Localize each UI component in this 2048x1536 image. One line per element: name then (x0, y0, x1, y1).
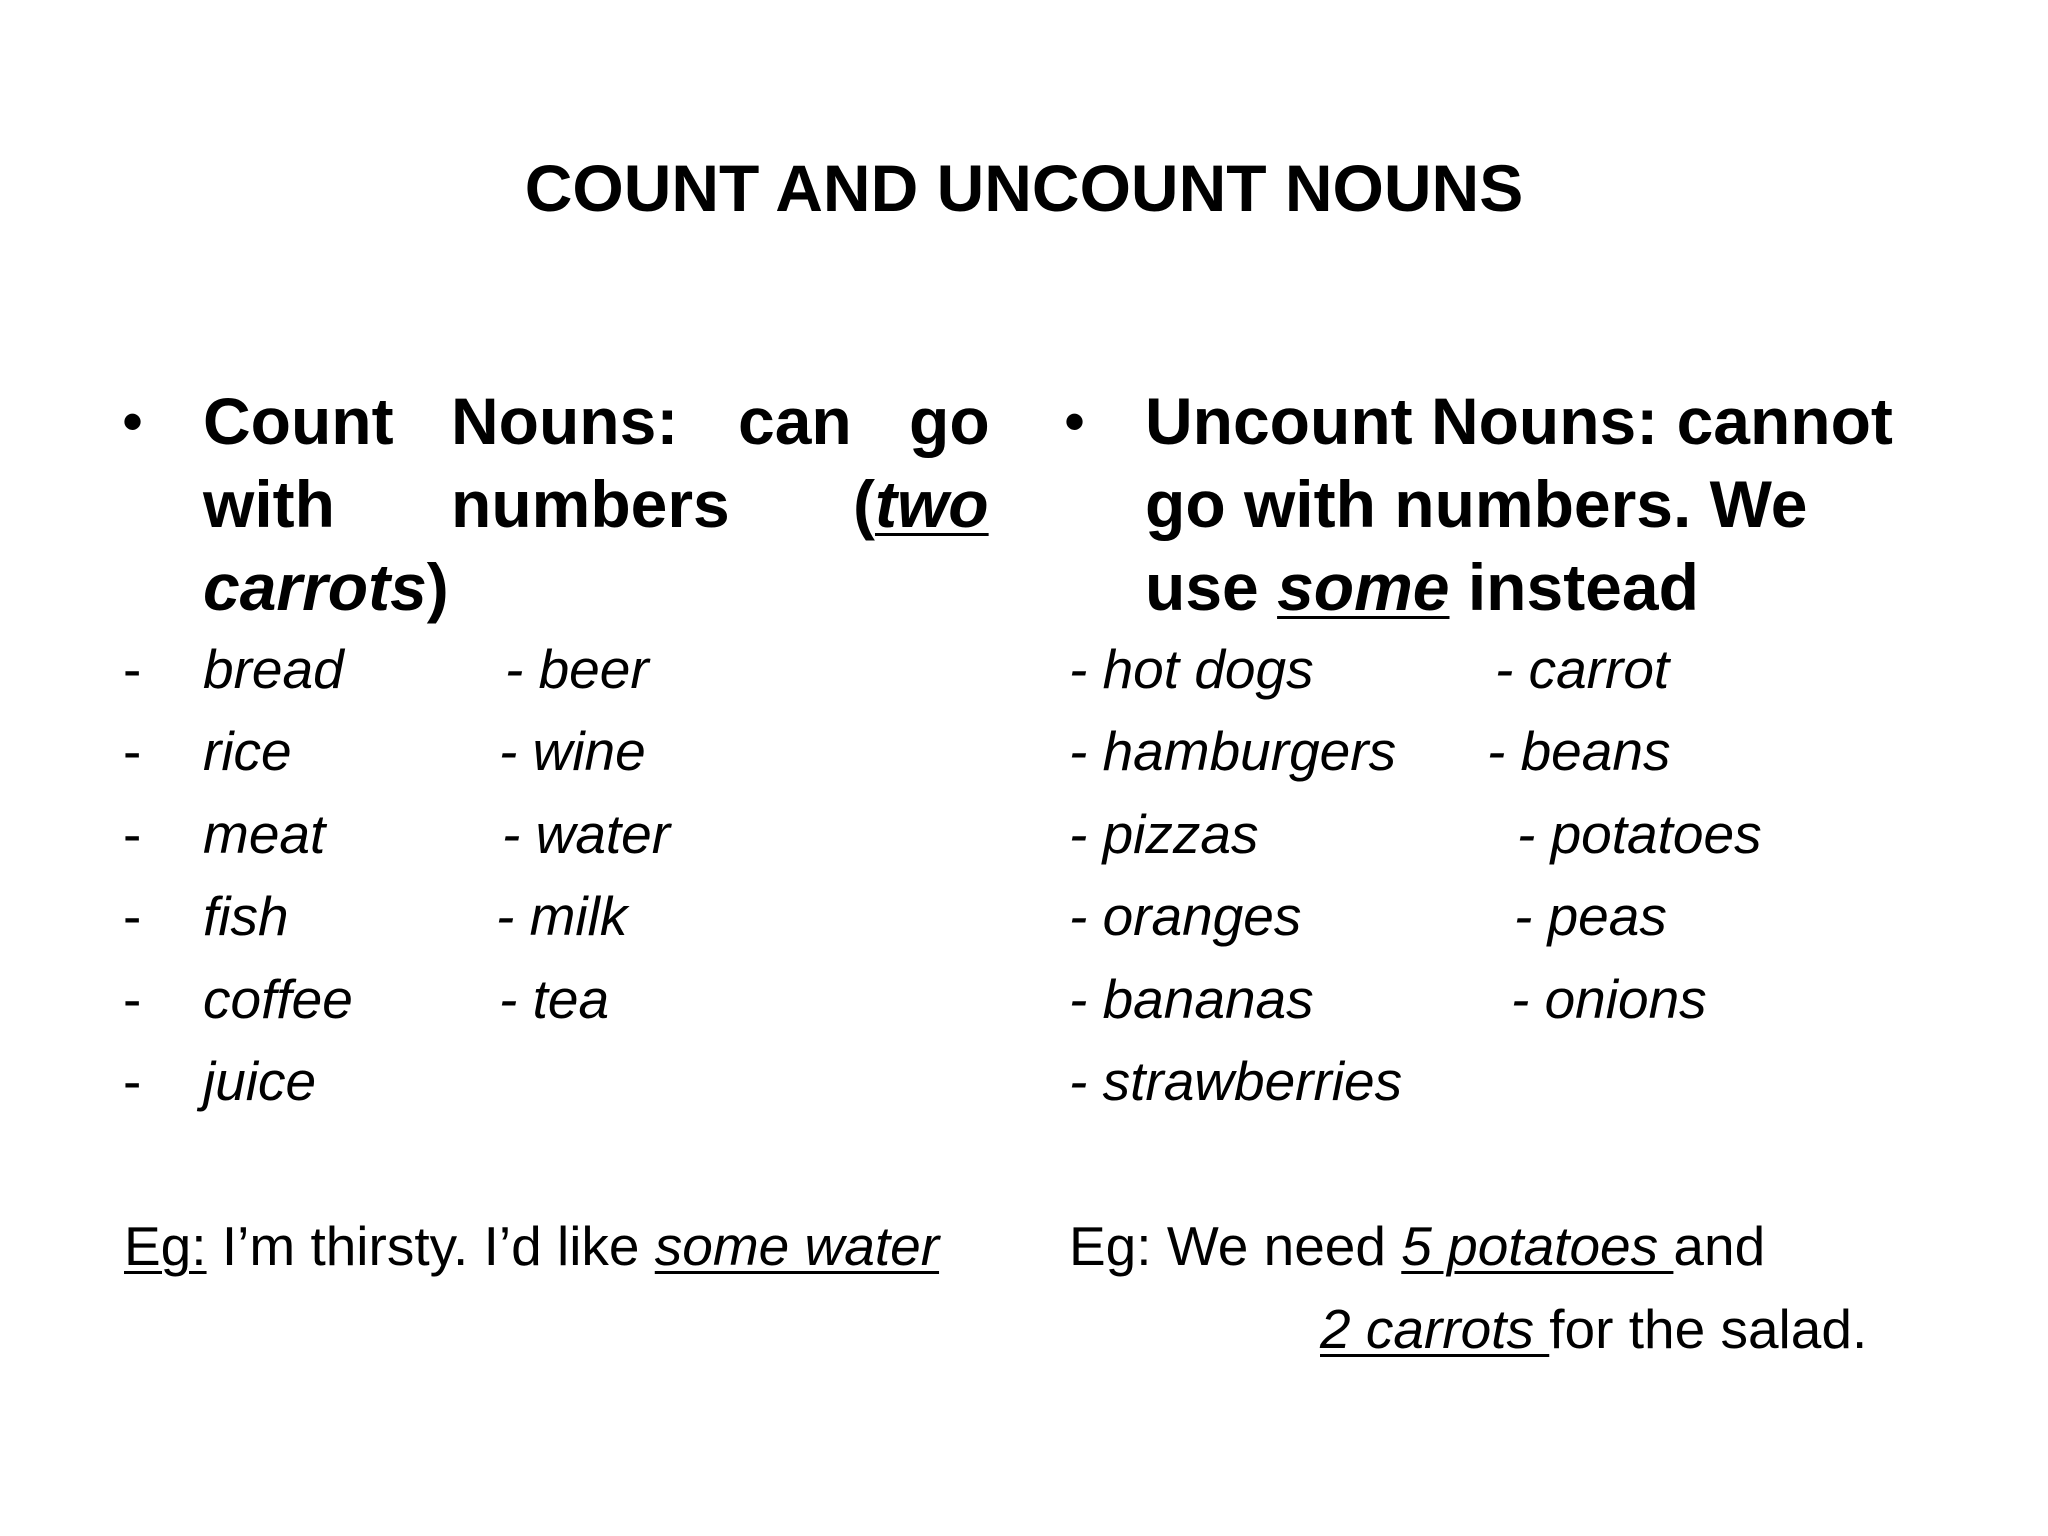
list-item: juice (203, 1050, 317, 1112)
bullet-uncount-nouns: • (1064, 388, 1086, 455)
example-emphasis: 2 carrots (1320, 1298, 1550, 1360)
list-item: - potatoes (1517, 803, 1762, 865)
heading-word: with (203, 467, 335, 541)
list-item: bread (203, 638, 344, 700)
dash-marker: - (123, 638, 142, 700)
list-item: - peas (1514, 885, 1667, 947)
list-item: coffee (203, 968, 353, 1030)
list-item: rice (203, 720, 292, 782)
list-item: - hot dogs (1069, 638, 1314, 700)
list-item: - beans (1487, 720, 1671, 782)
heading-word: (two (853, 467, 989, 541)
list-item: - tea (499, 968, 610, 1030)
list-item: - carrot (1495, 638, 1670, 700)
example-emphasis: some water (654, 1215, 940, 1277)
heading-line: go with numbers. We (1145, 467, 1808, 541)
list-item: - hamburgers (1069, 720, 1397, 782)
list-item: - onions (1511, 968, 1707, 1030)
list-item: - strawberries (1069, 1050, 1403, 1112)
bullet-count-nouns: • (122, 388, 144, 455)
list-item: meat (203, 803, 326, 865)
dash-marker: - (123, 885, 142, 947)
count-nouns-example: Eg: I’m thirsty. I’d like some water (124, 1215, 940, 1277)
dash-marker: - (123, 1050, 142, 1112)
list-item: - pizzas (1069, 803, 1259, 865)
dash-marker: - (123, 803, 142, 865)
example-label: Eg: We need (1069, 1215, 1402, 1277)
heading-word: carrots) (203, 550, 449, 624)
list-item: fish (203, 885, 289, 947)
page-title: COUNT AND UNCOUNT NOUNS (524, 151, 1524, 225)
uncount-nouns-example-line2: 2 carrots for the salad. (1320, 1298, 1868, 1360)
heading-word: Count (203, 384, 394, 458)
heading-word: Nouns: (451, 384, 679, 458)
heading-word: numbers (451, 467, 730, 541)
heading-line: use some instead (1145, 550, 1699, 624)
uncount-nouns-example-line1: Eg: We need 5 potatoes and (1069, 1215, 1766, 1277)
carrots-emphasis: carrots (203, 550, 427, 624)
example-emphasis: 5 potatoes (1401, 1215, 1674, 1277)
two-emphasis: two (874, 467, 989, 541)
list-item: - bananas (1069, 968, 1314, 1030)
list-item: - oranges (1069, 885, 1302, 947)
list-item: - wine (499, 720, 646, 782)
heading-line: Uncount Nouns: cannot (1145, 384, 1893, 458)
example-label: Eg: (124, 1215, 207, 1277)
dash-marker: - (123, 720, 142, 782)
list-item: - milk (496, 885, 628, 947)
heading-word: go (909, 384, 990, 458)
some-emphasis: some (1277, 550, 1450, 624)
list-item: - water (502, 803, 671, 865)
list-item: - beer (505, 638, 649, 700)
dash-marker: - (123, 968, 142, 1030)
heading-word: can (738, 384, 852, 458)
